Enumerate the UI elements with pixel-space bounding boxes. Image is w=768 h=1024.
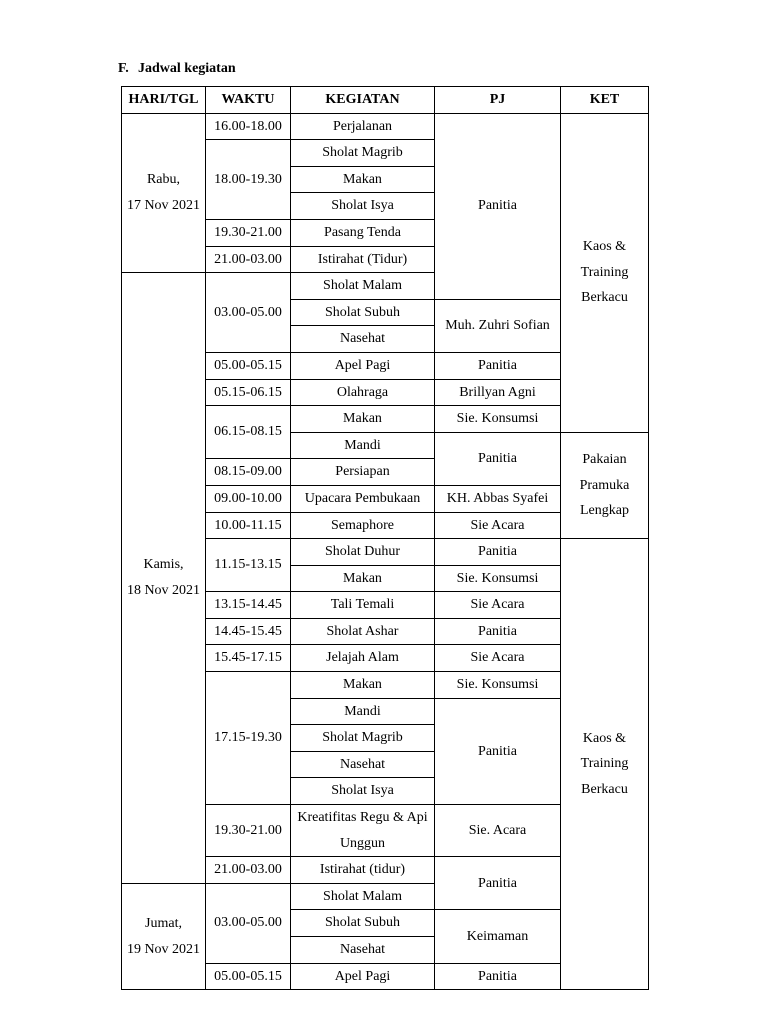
activity-cell: Apel Pagi (291, 352, 435, 379)
section-heading (118, 58, 236, 80)
day-cell (122, 113, 206, 273)
activity-cell: Mandi (291, 698, 435, 725)
activity-cell: Nasehat (291, 937, 435, 964)
activity-cell: Persiapan (291, 459, 435, 486)
pj-cell: Sie Acara (435, 645, 561, 672)
activity-cell: Olahraga (291, 379, 435, 406)
activity-cell: Perjalanan (291, 113, 435, 140)
activity-cell: Makan (291, 565, 435, 592)
header-row (122, 87, 649, 114)
activity-cell: Sholat Subuh (291, 299, 435, 326)
ket-line: Pramuka (579, 477, 630, 493)
day-date: 19 Nov 2021 (126, 941, 201, 957)
time-cell: 19.30-21.00 (206, 219, 291, 246)
ket-line: Training (580, 756, 629, 772)
pj-cell: KH. Abbas Syafei (435, 485, 561, 512)
pj-cell: Panitia (435, 432, 561, 485)
activity-cell: Nasehat (291, 326, 435, 353)
pj-cell: Panitia (435, 963, 561, 990)
pj-cell: Panitia (435, 618, 561, 645)
activity-cell: Upacara Pembukaan (291, 485, 435, 512)
pj-cell: Sie. Konsumsi (435, 565, 561, 592)
time-cell: 05.00-05.15 (206, 963, 291, 990)
ket-line: Kaos & (582, 239, 627, 255)
activity-cell: Tali Temali (291, 592, 435, 619)
activity-cell: Sholat Magrib (291, 725, 435, 752)
pj-cell: Panitia (435, 698, 561, 804)
activity-cell: Semaphore (291, 512, 435, 539)
activity-cell: Sholat Duhur (291, 539, 435, 566)
day-date: 17 Nov 2021 (126, 197, 201, 213)
activity-cell: Sholat Subuh (291, 910, 435, 937)
pj-cell: Panitia (435, 857, 561, 910)
time-cell: 06.15-08.15 (206, 406, 291, 459)
activity-cell: Jelajah Alam (291, 645, 435, 672)
ket-line: Berkacu (581, 290, 628, 306)
pj-cell: Sie. Acara (435, 805, 561, 857)
time-cell: 09.00-10.00 (206, 485, 291, 512)
time-cell: 21.00-03.00 (206, 246, 291, 273)
time-cell: 13.15-14.45 (206, 592, 291, 619)
pj-cell: Panitia (435, 539, 561, 566)
time-cell: 14.45-15.45 (206, 618, 291, 645)
activity-cell: Sholat Magrib (291, 140, 435, 167)
header-pj: PJ (435, 87, 561, 114)
pj-cell: Sie Acara (435, 592, 561, 619)
day-name: Jumat, (145, 915, 182, 931)
header-hari-tgl: HARI/TGL (122, 87, 206, 114)
time-cell: 21.00-03.00 (206, 857, 291, 884)
ket-cell (561, 432, 649, 538)
activity-cell: Istirahat (tidur) (291, 857, 435, 884)
ket-line: Pakaian (582, 452, 627, 468)
pj-cell: Sie. Konsumsi (435, 672, 561, 699)
activity-cell: Sholat Malam (291, 883, 435, 910)
ket-cell (561, 539, 649, 990)
header-ket: KET (561, 87, 649, 114)
activity-cell: Apel Pagi (291, 963, 435, 990)
schedule-table (121, 86, 649, 990)
activity-cell: Mandi (291, 432, 435, 459)
time-cell: 10.00-11.15 (206, 512, 291, 539)
day-cell (122, 273, 206, 884)
time-cell: 03.00-05.00 (206, 273, 291, 353)
pj-cell: Muh. Zuhri Sofian (435, 299, 561, 352)
time-cell: 03.00-05.00 (206, 883, 291, 963)
ket-line: Kaos & (582, 730, 627, 746)
activity-cell: Sholat Malam (291, 273, 435, 300)
pj-cell: Panitia (435, 352, 561, 379)
activity-cell: Makan (291, 166, 435, 193)
ket-line: Training (580, 264, 629, 280)
table-row (122, 113, 649, 140)
day-name: Rabu, (146, 172, 181, 188)
activity-cell: Istirahat (Tidur) (291, 246, 435, 273)
section-letter: F. (118, 61, 129, 76)
time-cell: 18.00-19.30 (206, 140, 291, 220)
time-cell: 17.15-19.30 (206, 672, 291, 805)
time-cell: 05.15-06.15 (206, 379, 291, 406)
pj-cell: Sie. Konsumsi (435, 406, 561, 433)
activity-cell: Pasang Tenda (291, 219, 435, 246)
time-cell: 08.15-09.00 (206, 459, 291, 486)
pj-cell: Panitia (435, 113, 561, 299)
time-cell: 15.45-17.15 (206, 645, 291, 672)
day-date: 18 Nov 2021 (126, 582, 201, 598)
ket-line: Lengkap (580, 503, 629, 519)
ket-line: Berkacu (581, 781, 628, 797)
time-cell: 19.30-21.00 (206, 805, 291, 857)
header-kegiatan: KEGIATAN (291, 87, 435, 114)
day-name: Kamis, (143, 557, 184, 573)
pj-cell: Brillyan Agni (435, 379, 561, 406)
pj-cell: Keimaman (435, 910, 561, 963)
activity-cell: Kreatifitas Regu & Api Unggun (291, 805, 435, 857)
activity-cell: Sholat Ashar (291, 618, 435, 645)
activity-cell: Nasehat (291, 751, 435, 778)
day-cell (122, 883, 206, 989)
activity-cell: Makan (291, 672, 435, 699)
activity-cell: Sholat Isya (291, 193, 435, 220)
section-title: Jadwal kegiatan (138, 61, 236, 76)
activity-cell: Makan (291, 406, 435, 433)
time-cell: 16.00-18.00 (206, 113, 291, 140)
pj-cell: Sie Acara (435, 512, 561, 539)
header-waktu: WAKTU (206, 87, 291, 114)
activity-cell: Sholat Isya (291, 778, 435, 805)
time-cell: 05.00-05.15 (206, 352, 291, 379)
ket-cell (561, 113, 649, 432)
time-cell: 11.15-13.15 (206, 539, 291, 592)
